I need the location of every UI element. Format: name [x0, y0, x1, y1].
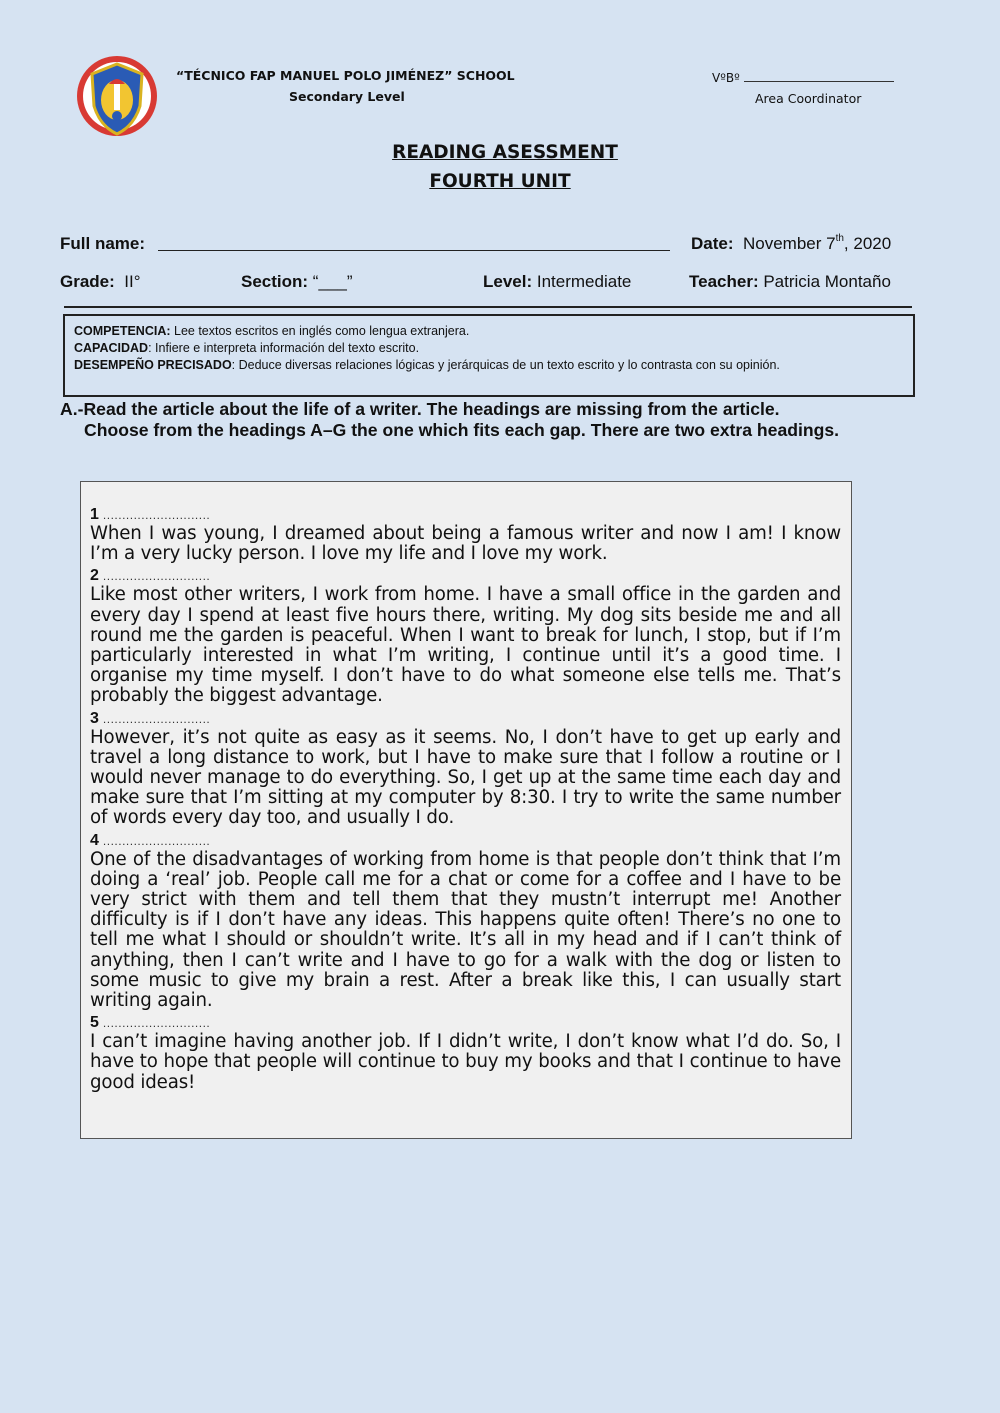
grade-field — [60, 272, 141, 292]
paragraph-text: Like most other writers, I work from home. I have a small office in the garden and every day I spend at least five hours there, writing. My dog sits beside me and all round me the garden is peaceful. When I want to break for lunch, I stop, but if I’m particularly interested in what I’m writing, I continue until it’s a good time. I organise my time myself. I don’t have to do what someone else tells me. That’s probably the biggest advantage. — [90, 584, 841, 707]
grade-value: II° — [124, 272, 141, 291]
instructions — [60, 399, 905, 440]
separator-line — [64, 306, 912, 308]
gap-blank-1[interactable]: ............................ — [102, 508, 211, 522]
paragraph-text: I can’t imagine having another job. If I didn’t write, I don’t know what I’d do. So, I have to hope that people will continue to buy my books and that I continue to have good ideas! — [90, 1031, 841, 1093]
paragraph-text: One of the disadvantages of working from home is that people don’t think that I’m doing a ‘real’ job. People call me for a chat or come for a coffee and I have to be very strict with them and tell them that they mustn’t interrupt me! Another difficulty is if I don’t have any ideas. This happens quite often! There’s no one to tell me what I should or shouldn’t write. It’s all in my head and if I can’t think of anything, then I can’t write and I have to go for a walk with the dog or listen to some music to give my brain a rest. After a break like this, I can usually start writing again. — [90, 848, 841, 1012]
paragraph-1 — [90, 506, 841, 564]
instructions-line-2: Choose from the headings A–G the one which fits each gap. There are two extra headings. — [84, 419, 840, 440]
gap-heading-2[interactable]: 2 ............................ — [90, 567, 211, 585]
paragraph-2 — [90, 567, 841, 706]
grade-label: Grade: — [60, 272, 115, 291]
level-field — [483, 272, 631, 292]
competencies-box — [63, 314, 915, 397]
gap-heading-1[interactable]: 1 ............................ — [90, 506, 211, 523]
gap-blank-3[interactable]: ............................ — [102, 711, 211, 726]
date-value: November 7th, 2020 — [742, 233, 892, 253]
vobo-signature — [712, 71, 894, 85]
paragraph-5 — [90, 1014, 841, 1093]
teacher-value: Patricia Montaño — [763, 272, 891, 291]
teacher-label: Teacher: — [689, 272, 759, 291]
capacidad-line: CAPACIDAD: Infiere e interpreta información del texto escrito. — [74, 341, 420, 355]
paragraph-text: When I was young, I dreamed about being a famous writer and now I am! I know I’m a very lucky person. I love my life and I love my work. — [90, 523, 841, 565]
teacher-field — [689, 272, 891, 292]
page-subtitle: FOURTH UNIT — [429, 171, 571, 192]
vobo-label: VºBº — [712, 71, 740, 85]
school-crest-logo — [74, 50, 160, 146]
gap-heading-3[interactable]: 3 ............................ — [90, 709, 211, 727]
school-name: “TÉCNICO FAP MANUEL POLO JIMÉNEZ” SCHOOL — [176, 68, 515, 83]
paragraph-4 — [90, 832, 841, 1012]
gap-blank-4[interactable]: ............................ — [102, 833, 211, 848]
full-name-label: Full name: — [60, 234, 146, 253]
competencia-line: COMPETENCIA: Lee textos escritos en inglés como lengua extranjera. — [74, 324, 470, 338]
gap-heading-5[interactable]: 5 ............................ — [90, 1014, 211, 1032]
date-field — [691, 234, 891, 254]
section-value[interactable]: “___” — [312, 272, 353, 291]
paragraph-3 — [90, 710, 841, 829]
page-title: READING ASESSMENT — [392, 142, 618, 163]
level-label: Level: — [483, 272, 533, 291]
instructions-line-1: A.-Read the article about the life of a writer. The headings are missing from the article. — [60, 399, 780, 419]
vobo-signature-line[interactable] — [744, 72, 894, 82]
date-label: Date: — [691, 234, 734, 253]
school-level: Secondary Level — [289, 89, 405, 104]
desempeno-line: DESEMPEÑO PRECISADO: Deduce diversas relaciones lógicas y jerárquicas de un texto escrito y lo contrasta con su opinión. — [74, 358, 780, 372]
section-field[interactable] — [241, 272, 352, 292]
gap-heading-4[interactable]: 4 ............................ — [90, 831, 211, 849]
gap-blank-2[interactable]: ............................ — [102, 569, 211, 584]
level-value: Intermediate — [536, 272, 632, 291]
area-coordinator-label: Area Coordinator — [755, 91, 862, 106]
full-name-field[interactable] — [158, 250, 670, 251]
section-label: Section: — [241, 272, 309, 291]
gap-blank-5[interactable]: ............................ — [102, 1016, 211, 1031]
paragraph-text: However, it’s not quite as easy as it seems. No, I don’t have to get up early and travel a long distance to work, but I have to make sure that I follow a routine or I would never manage to do everything. So, I get up at the same time each day and make sure that I’m sitting at my computer by 8:30. I try to write the same number of words every day too, and usually I do. — [90, 726, 841, 829]
article-box — [80, 481, 852, 1139]
